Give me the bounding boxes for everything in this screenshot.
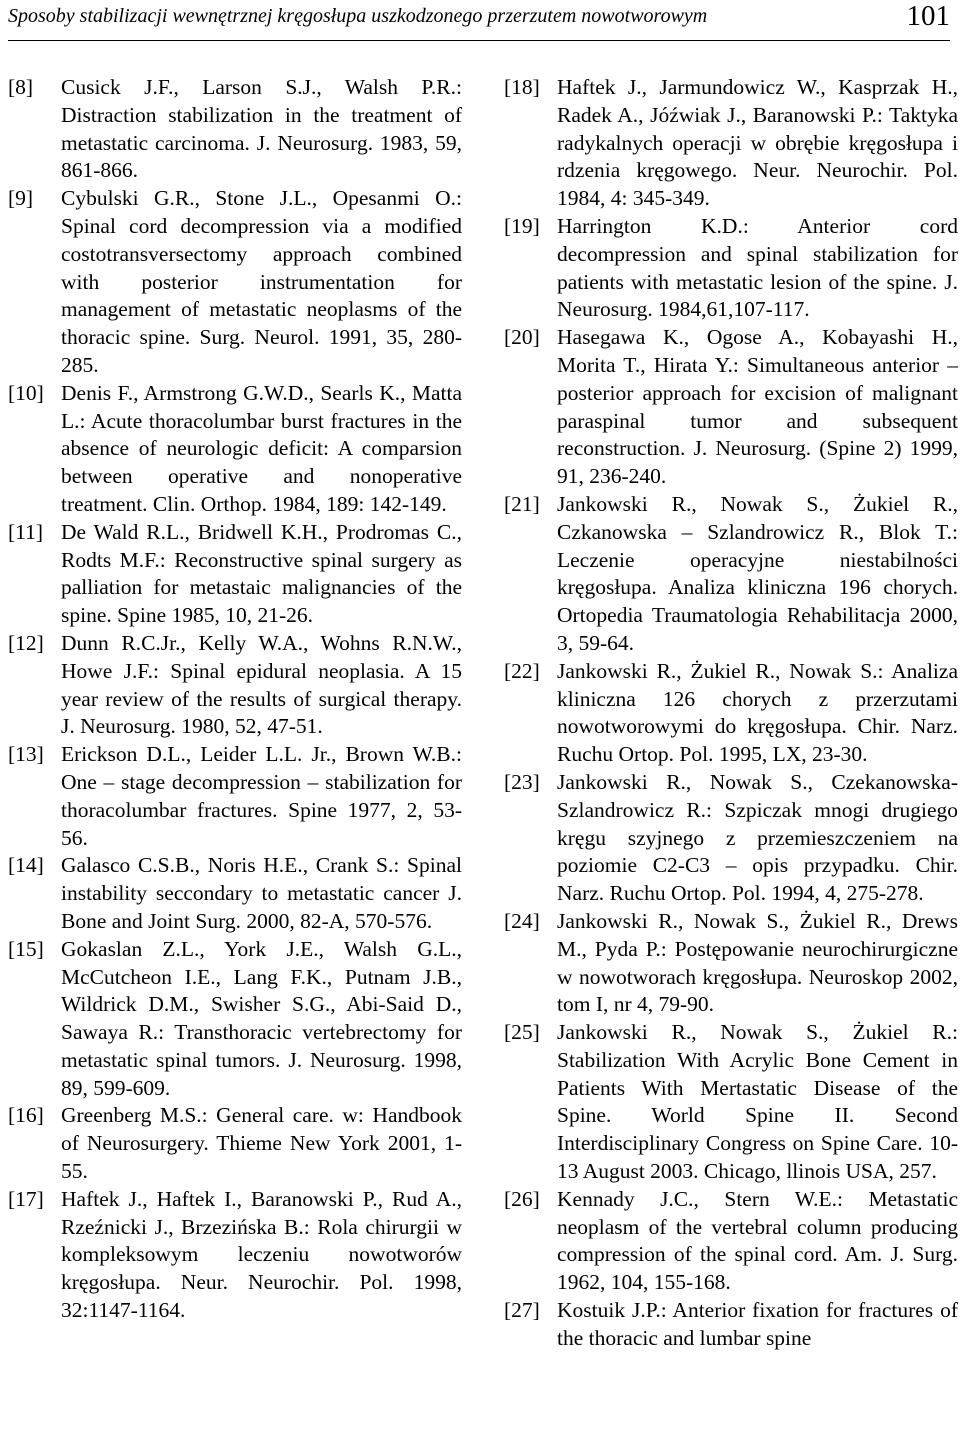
reference-text: Cybulski G.R., Stone J.L., Opesanmi O.: Spinal cord decompression via a modified costotransversectomy approach combined with posterior instrumentation for management of metastatic neoplasms of the thoracic spine. Surg. Neurol. 1991, 35, 280-285. xyxy=(61,186,462,377)
reference-number: [26] xyxy=(504,1186,540,1211)
references-right-column xyxy=(504,74,958,1353)
reference-number: [18] xyxy=(504,75,540,99)
reference-text: Galasco C.S.B., Noris H.E., Crank S.: Spinal instability seccondary to metastatic cancer J. Bone and Joint Surg. 2000, 82-A, 570-576. xyxy=(61,853,462,933)
reference-number: [25] xyxy=(504,1020,540,1045)
references-left-column xyxy=(8,74,462,1325)
reference-number: [23] xyxy=(504,769,540,794)
reference-text: Harrington K.D.: Anterior cord decompression and spinal stabilization for patients with metastatic lesion of the spine. J. Neurosurg. 1984,61,107-117. xyxy=(557,213,958,322)
running-header xyxy=(8,0,950,41)
reference-text: Haftek J., Jarmundowicz W., Kasprzak H., Radek A., Jóźwiak J., Baranowski P.: Taktyka radykalnych operacji w obrębie kręgosłupa i rdzenia kręgowego. Neur. Neurochir. Pol. 1984, 4: 345-349. xyxy=(557,75,958,211)
reference-number: [8] xyxy=(8,75,34,99)
reference-number: [20] xyxy=(504,325,540,350)
reference-item xyxy=(504,491,958,658)
reference-text: Jankowski R., Nowak S., Żukiel R., Czkanowska – Szlandrowicz R., Blok T.: Leczenie operacyjne niestabilności kręgosłupa. Analiza kliniczna 196 chorych. Ortopedia Traumatologia Rehabilitacja 2000, 3, 59-64. xyxy=(557,491,958,655)
reference-item xyxy=(8,936,462,1103)
running-title: Sposoby stabilizacji wewnętrznej kręgosłupa uszkodzonego przerzutem nowotworowym xyxy=(8,5,708,27)
reference-number: [19] xyxy=(504,213,540,238)
reference-text: Jankowski R., Nowak S., Czekanowska-Szlandrowicz R.: Szpiczak mnogi drugiego kręgu szyjnego z przemieszczeniem na poziomie C2-C3 – opis przypadku. Chir. Narz. Ruchu Ortop. Pol. 1994, 4, 275-278. xyxy=(557,769,958,906)
reference-text: Jankowski R., Żukiel R., Nowak S.: Analiza kliniczna 126 chorych z przerzutami nowotworowymi do kręgosłupa. Chir. Narz. Ruchu Ortop. Pol. 1995, LX, 23-30. xyxy=(557,658,958,767)
reference-number: [17] xyxy=(8,1186,44,1211)
reference-number: [11] xyxy=(8,519,44,544)
reference-text: Dunn R.C.Jr., Kelly W.A., Wohns R.N.W., Howe J.F.: Spinal epidural neoplasia. A 15 year review of the results of surgical therapy. J. Neurosurg. 1980, 52, 47-51. xyxy=(61,630,462,739)
reference-item xyxy=(8,185,462,380)
reference-item xyxy=(8,1186,462,1325)
reference-item xyxy=(504,213,958,324)
reference-text: Cusick J.F., Larson S.J., Walsh P.R.: Distraction stabilization in the treatment of metastatic carcinoma. J. Neurosurg. 1983, 59, 861-866. xyxy=(61,75,462,183)
reference-text: Erickson D.L., Leider L.L. Jr., Brown W.B.: One – stage decompression – stabilization for thoracolumbar fractures. Spine 1977, 2, 53-56. xyxy=(61,742,462,850)
reference-text: Jankowski R., Nowak S., Żukiel R., Drews M., Pyda P.: Postępowanie neurochirurgiczne w nowotworach kręgosłupa. Neuroskop 2002, tom I, nr 4, 79-90. xyxy=(557,908,958,1017)
reference-number: [9] xyxy=(8,186,34,211)
reference-item xyxy=(8,74,462,185)
reference-number: [12] xyxy=(8,630,44,655)
reference-text: De Wald R.L., Bridwell K.H., Prodromas C., Rodts M.F.: Reconstructive spinal surgery as palliation for metastaic malignancies of the spine. Spine 1985, 10, 21-26. xyxy=(61,519,462,628)
reference-number: [13] xyxy=(8,742,44,767)
reference-text: Gokaslan Z.L., York J.E., Walsh G.L., McCutcheon I.E., Lang F.K., Putnam J.B., Wildrick D.M., Swisher S.G., Abi-Said D., Sawaya R.: Transthoracic vertebrectomy for metastatic spinal tumors. J. Neurosurg. 1998, 89, 599-609. xyxy=(61,936,462,1100)
reference-text: Denis F., Armstrong G.W.D., Searls K., Matta L.: Acute thoracolumbar burst fractures in the absence of neurologic deficit: A comparsion between operative and nonoperative treatment. Clin. Orthop. 1984, 189: 142-149. xyxy=(61,380,462,516)
reference-number: [21] xyxy=(504,491,540,516)
reference-text: Jankowski R., Nowak S., Żukiel R.: Stabilization With Acrylic Bone Cement in Patients With Mertastatic Disease of the Spine. World Spine II. Second Interdisciplinary Congress on Spine Care. 10-13 August 2003. Chicago, llinois USA, 257. xyxy=(557,1020,958,1184)
reference-item xyxy=(504,1297,958,1353)
reference-number: [10] xyxy=(8,380,44,405)
page-number: 101 xyxy=(906,0,950,32)
reference-item xyxy=(504,1019,958,1186)
reference-item xyxy=(8,380,462,519)
reference-item xyxy=(8,1102,462,1185)
reference-item xyxy=(8,519,462,630)
reference-number: [14] xyxy=(8,853,44,878)
reference-item xyxy=(8,741,462,852)
reference-item xyxy=(504,74,958,213)
reference-text: Greenberg M.S.: General care. w: Handbook of Neurosurgery. Thieme New York 2001, 1-55. xyxy=(61,1103,462,1184)
reference-item xyxy=(8,630,462,741)
reference-text: Hasegawa K., Ogose A., Kobayashi H., Morita T., Hirata Y.: Simultaneous anterior – posterior approach for excision of malignant paraspinal tumor and subsequent reconstruction. J. Neurosurg. (Spine 2) 1999, 91, 236-240. xyxy=(557,325,958,489)
reference-item xyxy=(504,1186,958,1297)
reference-text: Kennady J.C., Stern W.E.: Metastatic neoplasm of the vertebral column producing compression of the spinal cord. Am. J. Surg. 1962, 104, 155-168. xyxy=(557,1186,958,1295)
reference-item xyxy=(504,324,958,491)
reference-text: Haftek J., Haftek I., Baranowski P., Rud A., Rzeźnicki J., Brzezińska B.: Rola chirurgii w kompleksowym leczeniu nowotworów kręgosłupa. Neur. Neurochir. Pol. 1998, 32:1147-1164. xyxy=(61,1186,462,1323)
reference-number: [15] xyxy=(8,936,44,961)
reference-number: [22] xyxy=(504,658,540,683)
reference-item xyxy=(8,852,462,935)
reference-number: [16] xyxy=(8,1103,44,1128)
reference-number: [24] xyxy=(504,908,540,933)
reference-item xyxy=(504,658,958,769)
reference-text: Kostuik J.P.: Anterior fixation for fractures of the thoracic and lumbar spine xyxy=(557,1298,958,1350)
reference-item xyxy=(504,769,958,908)
reference-item xyxy=(504,908,958,1019)
reference-number: [27] xyxy=(504,1298,540,1323)
